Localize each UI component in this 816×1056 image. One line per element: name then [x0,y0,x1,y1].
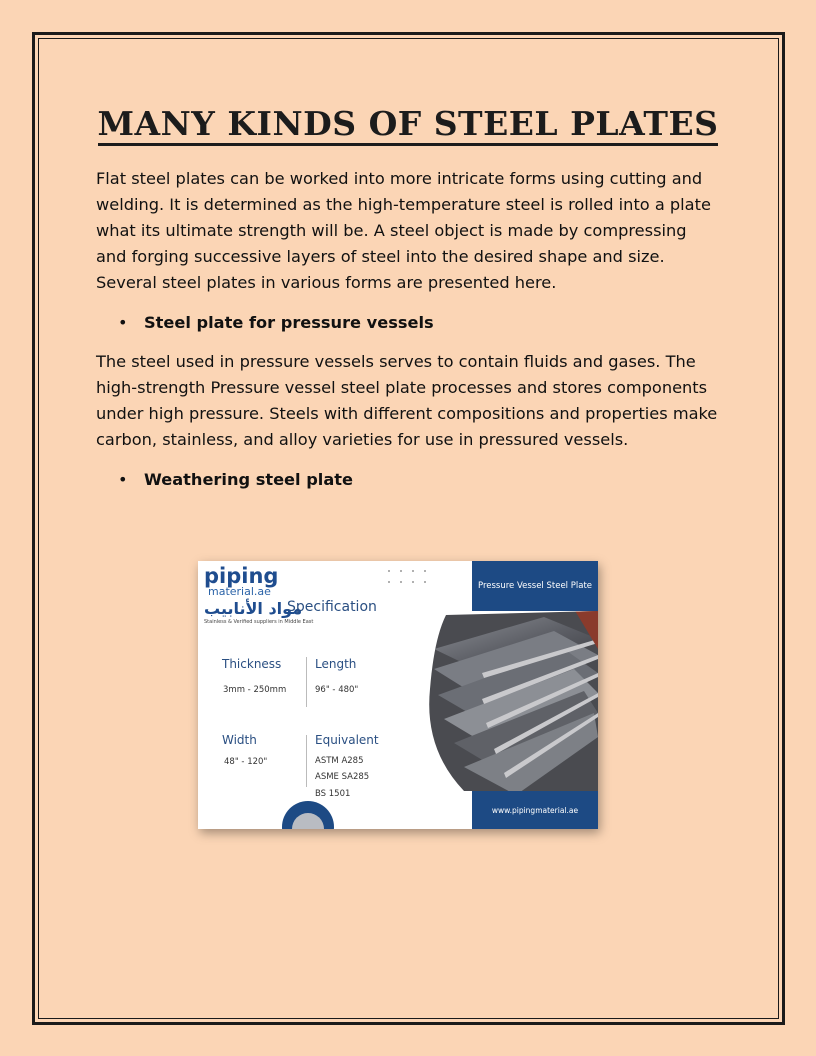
intro-paragraph: Flat steel plates can be worked into more intricate forms using cutting and welding. It is determined as the high-temperature steel is rolled into a plate what its ultimate strength will be. A steel object is made by compressing and forging successive layers of steel into the desired shape and size. Several steel plates in various forms are presented here. [96,169,711,292]
bullet-marker: • [118,470,128,489]
image-banner: Pressure Vessel Steel Plate [472,561,598,611]
spec-heading: Specification [287,599,377,615]
width-label: Width [222,733,257,747]
thickness-label: Thickness [222,657,282,671]
steel-plates-photo [424,609,598,799]
decorative-dots [386,568,426,592]
width-value: 48" - 120" [224,757,268,767]
decorative-circle [282,801,334,829]
equivalent-value: BS 1501 [315,789,351,799]
divider [306,657,307,707]
thickness-value: 3mm - 250mm [223,685,287,695]
logo-tagline: Stainless & Verified suppliers in Middle East [204,619,314,625]
length-label: Length [315,657,357,671]
length-value: 96" - 480" [315,685,359,695]
page-title [0,104,816,143]
pressure-vessel-paragraph: The steel used in pressure vessels serves to contain fluids and gases. The high-strength Pressure vessel steel plate processes and stores components under high pressure. Steels with different compositions and properties make carbon, stainless, and alloy varieties for use in pressured vessels. [96,352,718,449]
logo-sub: material.ae [208,585,271,598]
bullet-label: Weathering steel plate [144,470,353,489]
website-bar: www.pipingmaterial.ae [472,791,598,829]
equivalent-value: ASME SA285 [315,772,370,782]
pressure-vessel-steel-plate-image [198,561,598,829]
logo-name: piping [204,564,279,588]
equivalent-value: ASTM A285 [315,756,364,766]
bullet-label: Steel plate for pressure vessels [144,313,434,332]
divider [306,735,307,787]
equivalent-label: Equivalent [315,733,379,747]
page-title-text: MANY KINDS OF STEEL PLATES [98,104,719,146]
logo-arabic: مواد الأنابيب [204,599,303,618]
bullet-marker: • [118,313,128,332]
